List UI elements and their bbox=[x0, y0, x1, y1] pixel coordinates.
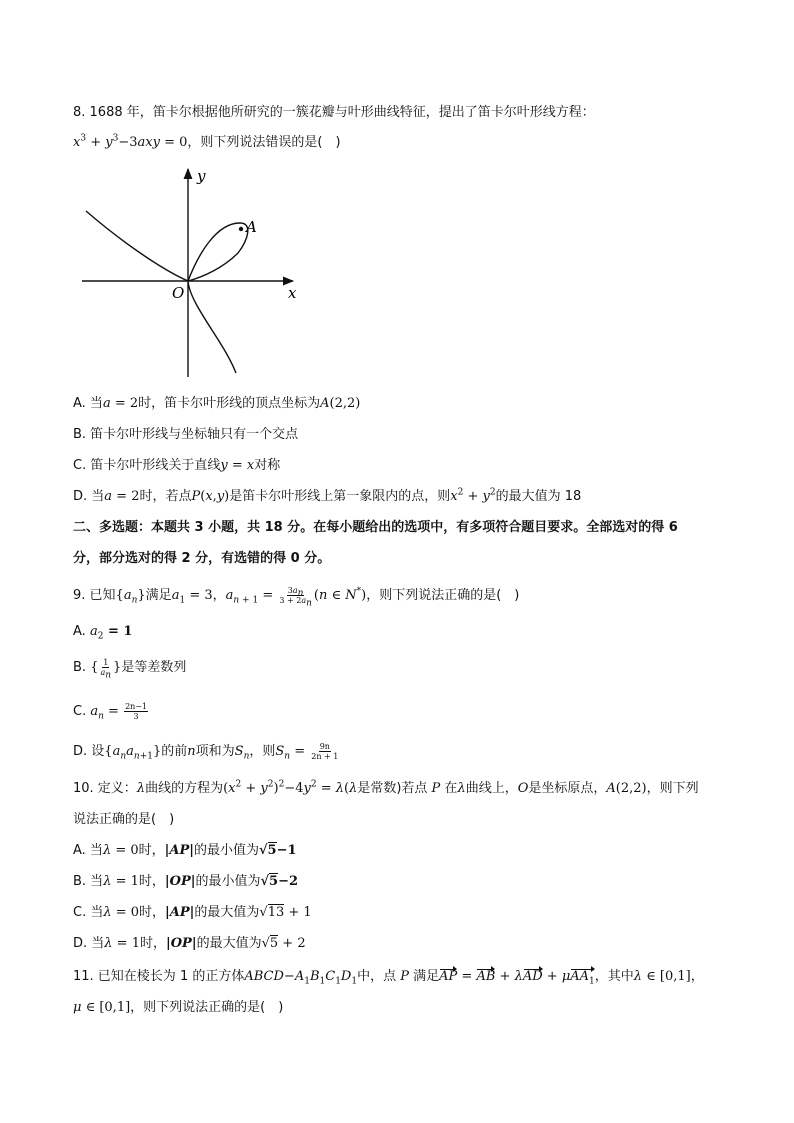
q8-equation-line: $x^3 + y^3-3axy = 0$，则下列说法错误的是( ) bbox=[73, 133, 341, 150]
q11-stem: 11. 已知在棱长为 1 的正方体$ABCD-A_1B_1C_1D_1$中，点 P 满足AP = AB + λAD + μAA$_1$，其中λ ∈ [0,1]， bbox=[73, 969, 704, 987]
q10-option-a: A. 当λ = 0时，|AP|的最小值为√5−1 bbox=[73, 843, 297, 858]
q8-option-a: A. 当a = 2时，笛卡尔叶形线的顶点坐标为A(2,2) bbox=[73, 396, 361, 411]
q8-option-b: B. 笛卡尔叶形线与坐标轴只有一个交点 bbox=[73, 427, 299, 442]
q8-stem-tail: ，则下列说法错误的是( ) bbox=[187, 135, 341, 150]
q9-option-a: A. $a_2 = 1$ bbox=[73, 624, 133, 642]
x-axis-label: x bbox=[288, 284, 297, 302]
q10-option-c: C. 当λ = 0时，|AP|的最大值为√13 + 1 bbox=[73, 905, 312, 920]
q8-option-d: D. 当a = 2时，若点P(x,y)是笛卡尔叶形线上第一象限内的点，则$x^2 + y^2$的最大值为 18 bbox=[73, 487, 582, 504]
point-a-marker bbox=[239, 227, 243, 231]
q9-option-d: D. 设$\{a_na_{n+1}\}$的前n项和为$S_n$，则$S_n$ = $\frac{9n}{2n + 1}$ bbox=[73, 742, 339, 762]
q8-stem: 8. 1688 年，笛卡尔根据他所研究的一簇花瓣与叶形曲线特征，提出了笛卡尔叶形线方程： bbox=[73, 105, 595, 120]
q8-option-c: C. 笛卡尔叶形线关于直线y = x对称 bbox=[73, 458, 281, 473]
q9-option-b: B. { $\frac{1}{a_n}$ }是等差数列 bbox=[73, 658, 187, 681]
q10-option-b: B. 当λ = 1时，|OP|的最小值为√5−2 bbox=[73, 874, 299, 889]
folium-curve bbox=[86, 211, 248, 373]
q11-stem-cont: μ ∈ [0,1]，则下列说法正确的是( ) bbox=[73, 1000, 284, 1015]
q10-option-d: D. 当λ = 1时，|OP|的最大值为√5 + 2 bbox=[73, 936, 306, 951]
origin-label: O bbox=[172, 284, 185, 302]
folium-of-descartes-figure bbox=[78, 165, 303, 380]
q9-option-c: C. $a_n$ = $\frac{2n-1}{3}$ bbox=[73, 702, 148, 722]
q9-stem: 9. 已知$\{a_n\}$满足$a_1 = 3$，$a_{n + 1}$ = $\frac{3a_n}{3 + 2a_n}$ (n ∈ N*)，则下列说法正确的是( ) bbox=[73, 586, 520, 609]
q10-stem: 10. 定义：λ曲线的方程为$(x^2 + y^2)^2-4y^2 = \lambda(\lambda$是常数)若点 P 在λ曲线上，O是坐标原点，A(2,2)，则下列 bbox=[73, 779, 699, 796]
y-axis-label: y bbox=[197, 167, 206, 185]
point-a-label: A bbox=[246, 218, 257, 236]
section-2-title-cont: 分，部分选对的得 2 分，有选错的得 0 分。 bbox=[73, 551, 331, 566]
section-2-title: 二、多选题：本题共 3 小题，共 18 分。在每小题给出的选项中，有多项符合题目要求。全部选对的得 6 bbox=[73, 520, 678, 535]
q10-stem-cont: 说法正确的是( ) bbox=[73, 812, 175, 827]
